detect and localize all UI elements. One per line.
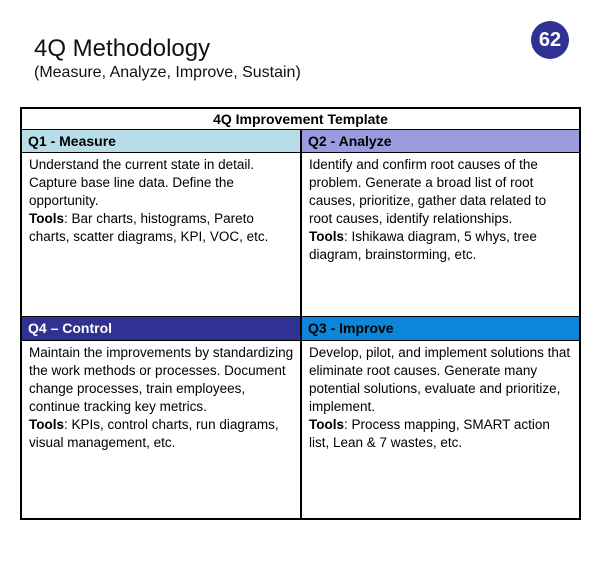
q2-tools: Ishikawa diagram, 5 whys, tree diagram, brainstorming, etc. <box>309 229 537 262</box>
q1-tools-label: Tools <box>29 211 64 226</box>
q1-description: Understand the current state in detail. Capture base line data. Define the opportunity. <box>29 157 255 208</box>
q1-measure-header: Q1 - Measure <box>22 130 302 153</box>
q1-tools: Bar charts, histograms, Pareto charts, scatter diagrams, KPI, VOC, etc. <box>29 211 269 244</box>
q1-measure-body: Understand the current state in detail. Capture base line data. Define the opportunity. Tools: Bar charts, histograms, Pareto charts, scatter diagrams, KPI, VOC, etc. <box>22 153 302 317</box>
q2-analyze-body: Identify and confirm root causes of the problem. Generate a broad list of root causes, prioritize, gather data related to root causes, identify relationships. Tools: Ishikawa diagram, 5 whys, tree diagram, brainstorming, etc. <box>302 153 579 317</box>
q3-improve-header: Q3 - Improve <box>302 317 579 341</box>
q4-control-body: Maintain the improvements by standardizing the work methods or processes. Document change processes, train employees, continue tracking key metrics. Tools: KPIs, control charts, run diagrams, visual management, etc. <box>22 341 302 518</box>
q3-description: Develop, pilot, and implement solutions that eliminate root causes. Generate many potential solutions, evaluate and prioritize, implement. <box>309 345 571 414</box>
q2-analyze-header: Q2 - Analyze <box>302 130 579 153</box>
q4-tools-label: Tools <box>29 417 64 432</box>
slide-subtitle: (Measure, Analyze, Improve, Sustain) <box>34 64 301 81</box>
q4-description: Maintain the improvements by standardizing the work methods or processes. Document change processes, train employees, continue tracking key metrics. <box>29 345 294 414</box>
q3-improve-body: Develop, pilot, and implement solutions that eliminate root causes. Generate many potential solutions, evaluate and prioritize, implement. Tools: Process mapping, SMART action list, Lean & 7 wastes, etc. <box>309 345 571 450</box>
improvement-template-table <box>20 107 581 520</box>
q3-tools: Process mapping, SMART action list, Lean & 7 wastes, etc. <box>309 417 550 450</box>
q4-tools: KPIs, control charts, run diagrams, visual management, etc. <box>29 417 279 450</box>
page-number-badge: 62 <box>531 21 569 59</box>
template-header: 4Q Improvement Template <box>22 109 579 130</box>
q2-description: Identify and confirm root causes of the problem. Generate a broad list of root causes, prioritize, gather data related to root causes, identify relationships. <box>309 157 547 226</box>
q3-tools-label: Tools <box>309 417 344 432</box>
q2-tools-label: Tools <box>309 229 344 244</box>
slide-title: 4Q Methodology <box>34 35 211 62</box>
q4-control-header: Q4 – Control <box>22 317 302 341</box>
